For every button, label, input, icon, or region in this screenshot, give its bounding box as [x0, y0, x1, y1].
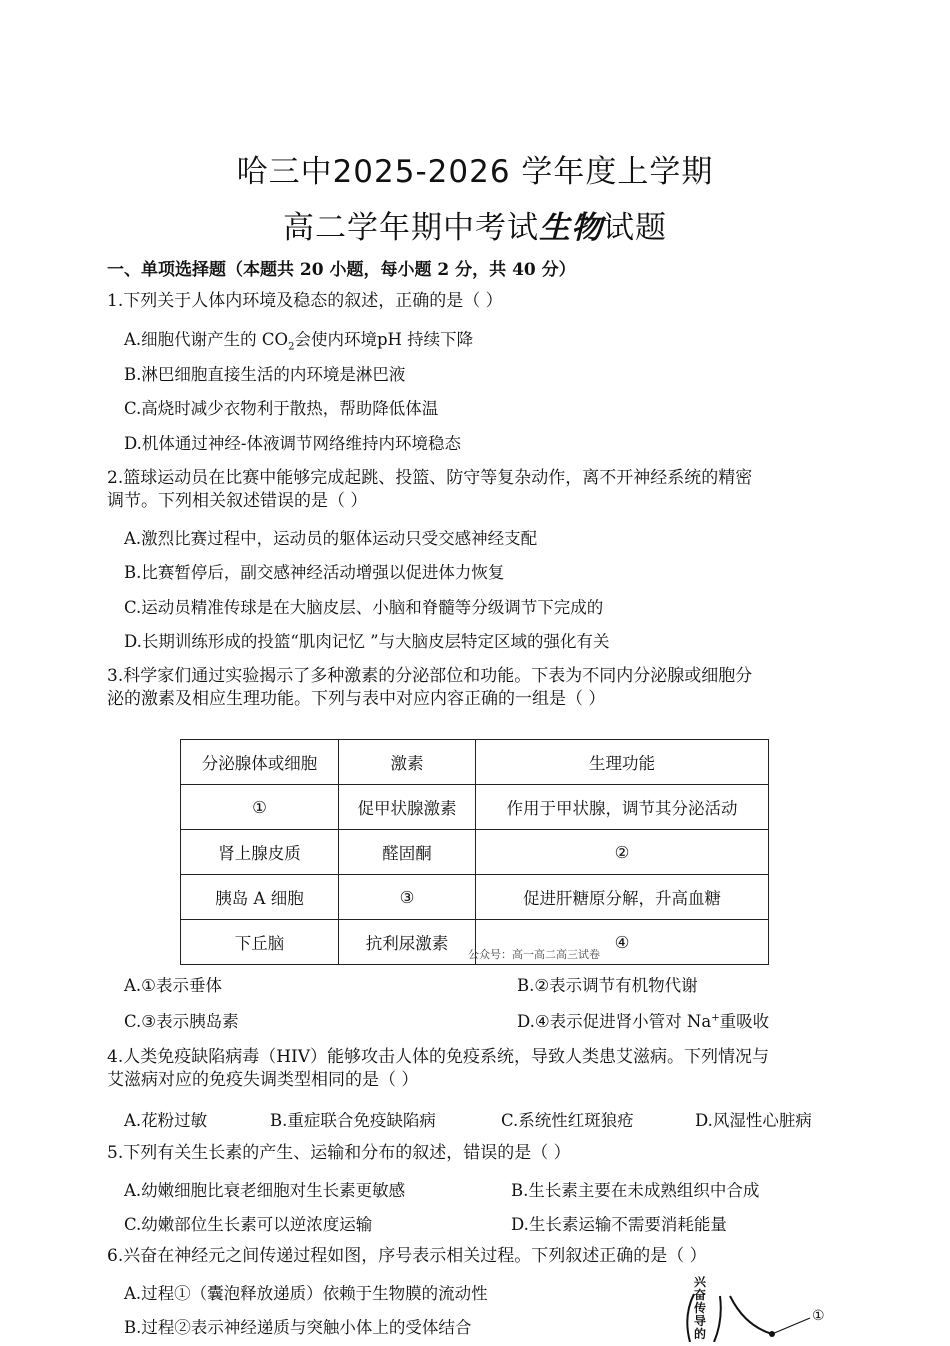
table-cell: 胰岛 A 细胞 [181, 875, 339, 920]
table-header-cell: 分泌腺体或细胞 [181, 740, 339, 785]
q1-option-a-prefix: A.细胞代谢产生的 CO [124, 330, 289, 349]
vesicle-dot [769, 1331, 775, 1337]
q4-stem-line2: 艾滋病对应的免疫失调类型相同的是（ ） [107, 1070, 419, 1090]
table-cell: ③ [339, 875, 476, 920]
diagram-marker-1: ① [812, 1308, 825, 1324]
watermark: 公众号：高一高二高三试卷 [468, 948, 600, 961]
q4-option-a: A.花粉过敏 [124, 1111, 208, 1130]
q4-option-b: B.重症联合免疫缺陷病 [270, 1111, 436, 1130]
q1-option-a [124, 326, 473, 352]
table-header-cell: 激素 [339, 740, 476, 785]
table-row [181, 830, 769, 875]
section-heading: 一、单项选择题（本题共 20 小题，每小题 2 分，共 40 分） [107, 260, 576, 280]
table-cell: ④ [476, 920, 769, 965]
synapse-diagram [672, 1272, 842, 1346]
q1-stem: 1.下列关于人体内环境及稳态的叙述，正确的是（ ） [107, 291, 503, 311]
marker-leader-line [772, 1318, 810, 1334]
q1-option-d: D.机体通过神经-体液调节网络维持内环境稳态 [124, 434, 461, 453]
table-cell: 促甲状腺激素 [339, 785, 476, 830]
q4-option-c: C.系统性红斑狼疮 [501, 1111, 634, 1130]
q2-option-b: B.比赛暂停后，副交感神经活动增强以促进体力恢复 [124, 563, 505, 582]
page-title-line2 [0, 202, 950, 247]
q5-option-a: A.幼嫩细胞比衰老细胞对生长素更敏感 [124, 1181, 406, 1200]
q3-option-d-suffix: 重吸收 [719, 1012, 770, 1031]
table-cell: 醛固酮 [339, 830, 476, 875]
table-cell: 肾上腺皮质 [181, 830, 339, 875]
table-header-cell: 生理功能 [476, 740, 769, 785]
q1-option-a-suffix: 会使内环境pH 持续下降 [294, 330, 474, 349]
table-cell: ① [181, 785, 339, 830]
table-cell: 下丘脑 [181, 920, 339, 965]
table-cell: 抗利尿激素 [339, 920, 476, 965]
presynaptic-curve-left [687, 1294, 694, 1342]
presynaptic-curve-right [714, 1296, 721, 1342]
diagram-vertical-label: 兴奋传导的 [694, 1275, 707, 1341]
q2-option-c: C.运动员精准传球是在大脑皮层、小脑和脊髓等分级调节下完成的 [124, 598, 604, 617]
table-cell: 促进肝糖原分解，升高血糖 [476, 875, 769, 920]
q6-stem: 6.兴奋在神经元之间传递过程如图，序号表示相关过程。下列叙述正确的是（ ） [107, 1246, 707, 1266]
q1-option-b: B.淋巴细胞直接生活的内环境是淋巴液 [124, 365, 406, 384]
q3-stem-line1: 3.科学家们通过实验揭示了多种激素的分泌部位和功能。下表为不同内分泌腺或细胞分 [107, 666, 753, 686]
q5-stem: 5.下列有关生长素的产生、运输和分布的叙述，错误的是（ ） [107, 1143, 571, 1163]
q3-option-d-sup: + [711, 1012, 720, 1024]
q1-option-a-sub: 2 [288, 341, 295, 353]
q1-option-c: C.高烧时减少衣物利于散热，帮助降低体温 [124, 399, 439, 418]
table-header-row [181, 740, 769, 785]
q3-option-b: B.②表示调节有机物代谢 [517, 976, 698, 995]
q6-option-a: A.过程①（囊泡释放递质）依赖于生物膜的流动性 [124, 1284, 488, 1303]
q3-stem-line2: 泌的激素及相应生理功能。下列与表中对应内容正确的一组是（ ） [107, 689, 606, 709]
q2-stem-line2: 调节。下列相关叙述错误的是（ ） [107, 491, 368, 511]
q3-option-d [517, 1008, 769, 1032]
table-row [181, 785, 769, 830]
title-line2-suffix: 试题 [603, 210, 667, 246]
postsynaptic-curve [730, 1296, 772, 1334]
q4-stem-line1: 4.人类免疫缺陷病毒（HIV）能够攻击人体的免疫系统，导致人类患艾滋病。下列情况与 [107, 1047, 770, 1067]
table-cell: ② [476, 830, 769, 875]
hormone-table [180, 739, 769, 965]
q5-option-d: D.生长素运输不需要消耗能量 [511, 1215, 727, 1234]
q2-option-d: D.长期训练形成的投篮“肌肉记忆 ”与大脑皮层特定区域的强化有关 [124, 632, 610, 651]
title-line1-text: 哈三中2025-2026 学年度上学期 [236, 154, 714, 190]
q4-option-d: D.风湿性心脏病 [695, 1111, 812, 1130]
q5-option-c: C.幼嫩部位生长素可以逆浓度运输 [124, 1215, 373, 1234]
q2-stem-line1: 2.篮球运动员在比赛中能够完成起跳、投篮、防守等复杂动作，离不开神经系统的精密 [107, 468, 753, 488]
title-line2-prefix: 高二学年期中考试 [283, 210, 539, 246]
title-subject: 生物 [539, 210, 603, 246]
table-row [181, 875, 769, 920]
q3-option-a: A.①表示垂体 [124, 976, 222, 995]
q2-option-a: A.激烈比赛过程中，运动员的躯体运动只受交感神经支配 [124, 529, 538, 548]
q3-option-c: C.③表示胰岛素 [124, 1012, 239, 1031]
table-cell: 作用于甲状腺，调节其分泌活动 [476, 785, 769, 830]
page-title-line1 [0, 146, 950, 191]
q6-option-b: B.过程②表示神经递质与突触小体上的受体结合 [124, 1318, 472, 1337]
q5-option-b: B.生长素主要在未成熟组织中合成 [511, 1181, 760, 1200]
q3-option-d-prefix: D.④表示促进肾小管对 Na [517, 1012, 712, 1031]
